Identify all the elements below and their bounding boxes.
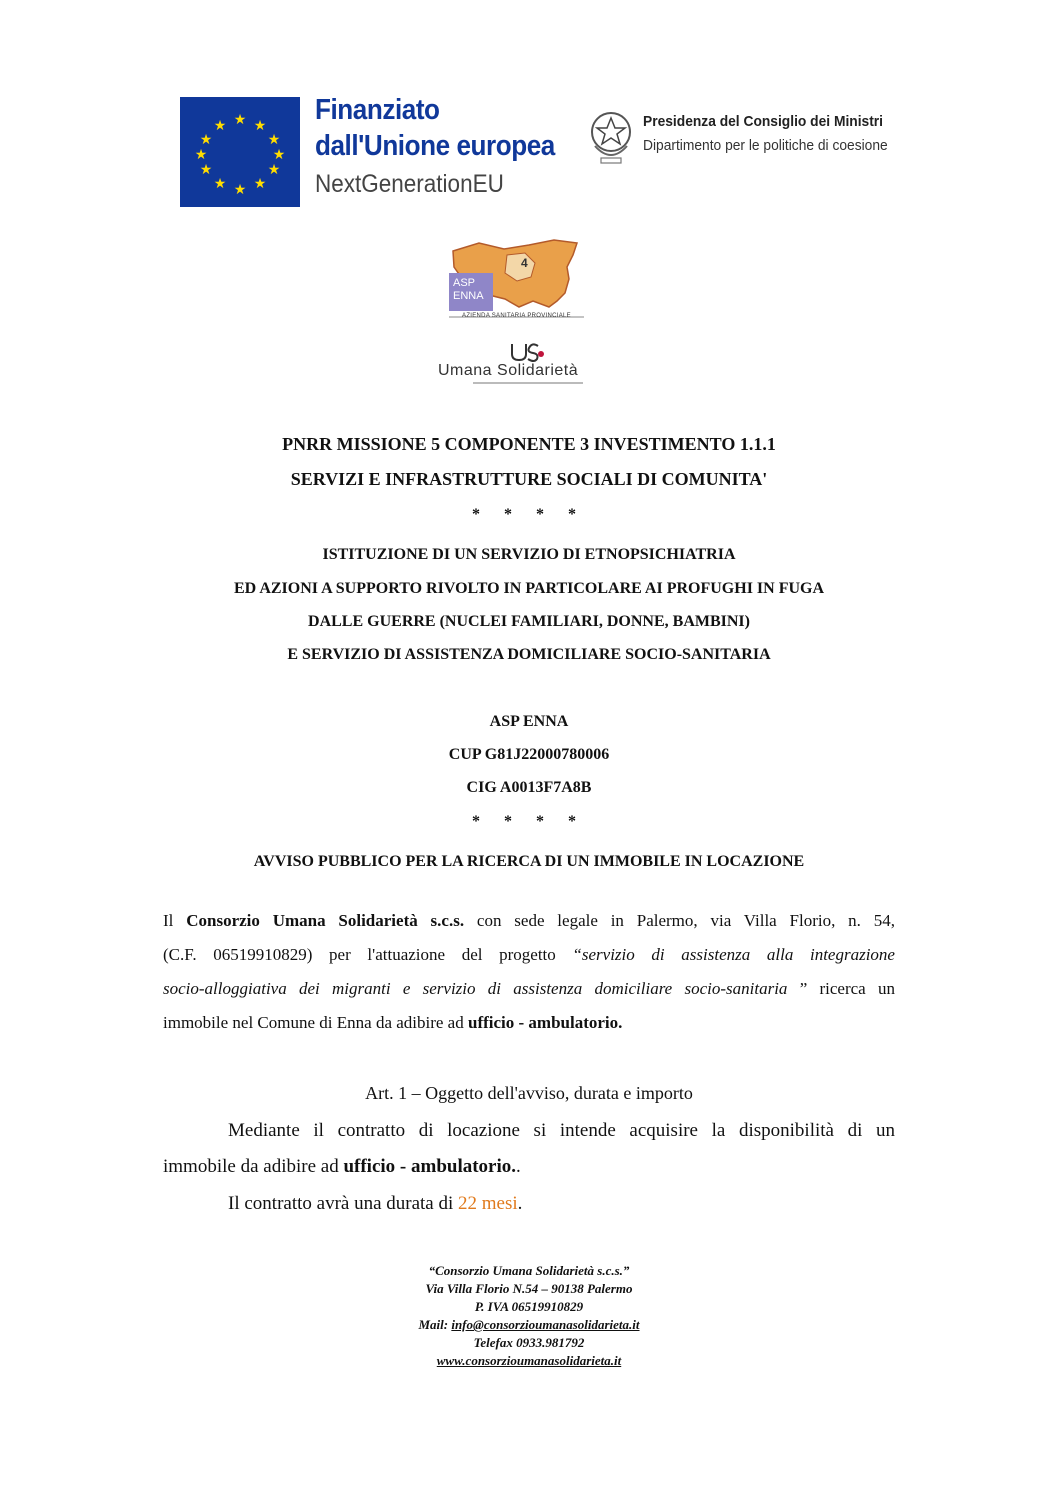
project-name-part-1: “servizio di assistenza alla integrazione — [572, 945, 895, 964]
notice-title: AVVISO PUBBLICO PER LA RICERCA DI UN IMMOBILE IN LOCAZIONE — [253, 853, 805, 870]
eu-line-1: Finanziato — [315, 94, 440, 126]
intro-line-4: immobile nel Comune di Enna da adibire ad ufficio - ambulatorio. — [163, 1013, 623, 1032]
svg-text:★: ★ — [194, 147, 208, 163]
intro-paragraph — [163, 904, 895, 1040]
svg-text:★: ★ — [267, 132, 281, 148]
umana-solidarieta-mark-icon — [506, 340, 546, 364]
footer-mail-link[interactable]: info@consorzioumanasolidarieta.it — [451, 1317, 640, 1332]
svg-text:★: ★ — [233, 112, 247, 128]
svg-text:★: ★ — [233, 182, 247, 198]
eu-line-3: NextGenerationEU — [315, 170, 504, 198]
svg-text:★: ★ — [199, 132, 213, 148]
asp-caption: AZIENDA SANITARIA PROVINCIALE — [462, 313, 571, 319]
article-1-line-1: Mediante il contratto di locazione si intende acquisire la disponibilità di un — [228, 1120, 895, 1141]
subtitle-line-1: ISTITUZIONE DI UN SERVIZIO DI ETNOPSICHIATRIA — [322, 546, 736, 563]
footer-telefax: Telefax 0933.981792 — [473, 1335, 585, 1350]
svg-text:★: ★ — [199, 162, 213, 178]
intro-line-1: Il Consorzio Umana Solidarietà s.c.s. con sede legale in Palermo, via Villa Florio, n. 54, — [163, 911, 895, 930]
eu-stars-icon — [180, 97, 300, 207]
footer-address: Via Villa Florio N.54 – 90138 Palermo — [425, 1281, 633, 1296]
intro-line-2: (C.F. 06519910829) per l'attuazione del progetto “servizio di assistenza alla integrazione — [163, 945, 895, 964]
svg-text:★: ★ — [213, 118, 227, 134]
asp-name — [453, 277, 484, 303]
eu-line-2: dall'Unione europea — [315, 130, 555, 162]
eu-funding-text — [315, 92, 582, 204]
umana-solidarieta-divider — [473, 382, 583, 384]
contract-duration: 22 mesi — [458, 1193, 518, 1214]
entity-name: ASP ENNA — [489, 713, 569, 730]
title-line-1: PNRR MISSIONE 5 COMPONENTE 3 INVESTIMENTO 1.1.1 — [282, 434, 776, 454]
title-separator: * * * * — [472, 506, 586, 523]
eu-flag-logo — [180, 97, 300, 207]
footer-mail: Mail: info@consorzioumanasolidarieta.it — [418, 1317, 640, 1332]
article-1-heading: Art. 1 – Oggetto dell'avviso, durata e importo — [365, 1083, 693, 1103]
asp-name-line-2: ENNA — [453, 290, 484, 302]
italian-emblem-icon — [587, 106, 635, 170]
svg-text:★: ★ — [213, 176, 227, 192]
intended-use: ufficio - ambulatorio. — [467, 1013, 623, 1032]
presidenza-line-1: Presidenza del Consiglio dei Ministri — [643, 113, 884, 130]
svg-text:★: ★ — [253, 118, 267, 134]
svg-text:★: ★ — [253, 176, 267, 192]
footer-website — [0, 1352, 1058, 1370]
article-1-line-2: immobile da adibire ad ufficio - ambulatorio.. — [163, 1156, 521, 1177]
presidenza-text — [643, 111, 909, 159]
cup-code: CUP G81J22000780006 — [448, 746, 610, 763]
asp-name-line-1: ASP — [453, 277, 476, 289]
intro-line-3: socio-alloggiativa dei migranti e servizio di assistenza domiciliare socio-sanitaria ” ricerca un — [163, 979, 895, 998]
subtitle-line-4: E SERVIZIO DI ASSISTENZA DOMICILIARE SOCIO-SANITARIA — [287, 646, 771, 663]
footer-piva: P. IVA 06519910829 — [474, 1299, 584, 1314]
footer-website-link[interactable]: www.consorzioumanasolidarieta.it — [436, 1353, 622, 1368]
subtitle-line-3: DALLE GUERRE (NUCLEI FAMILIARI, DONNE, BAMBINI) — [308, 613, 750, 630]
title-line-2: SERVIZI E INFRASTRUTTURE SOCIALI DI COMUNITA' — [290, 469, 768, 489]
svg-text:★: ★ — [267, 162, 281, 178]
footer-name: “Consorzio Umana Solidarietà s.c.s.” — [428, 1263, 630, 1278]
ids-separator: * * * * — [472, 813, 586, 830]
consorzio-name: Consorzio Umana Solidarietà s.c.s. — [186, 911, 465, 930]
presidenza-line-2: Dipartimento per le politiche di coesione — [643, 137, 888, 154]
footer — [0, 1262, 1058, 1370]
cig-code: CIG A0013F7A8B — [466, 779, 592, 796]
article-1-line-3: Il contratto avrà una durata di 22 mesi. — [228, 1193, 523, 1214]
asp-district-number: 4 — [521, 256, 528, 270]
umana-solidarieta-name: Umana Solidarietà — [438, 362, 579, 379]
project-name-part-2: socio-alloggiativa dei migranti e servizio di assistenza domiciliare socio-sanitaria — [163, 979, 788, 998]
svg-text:★: ★ — [272, 147, 286, 163]
subtitle-line-2: ED AZIONI A SUPPORTO RIVOLTO IN PARTICOLARE AI PROFUGHI IN FUGA — [233, 580, 825, 597]
